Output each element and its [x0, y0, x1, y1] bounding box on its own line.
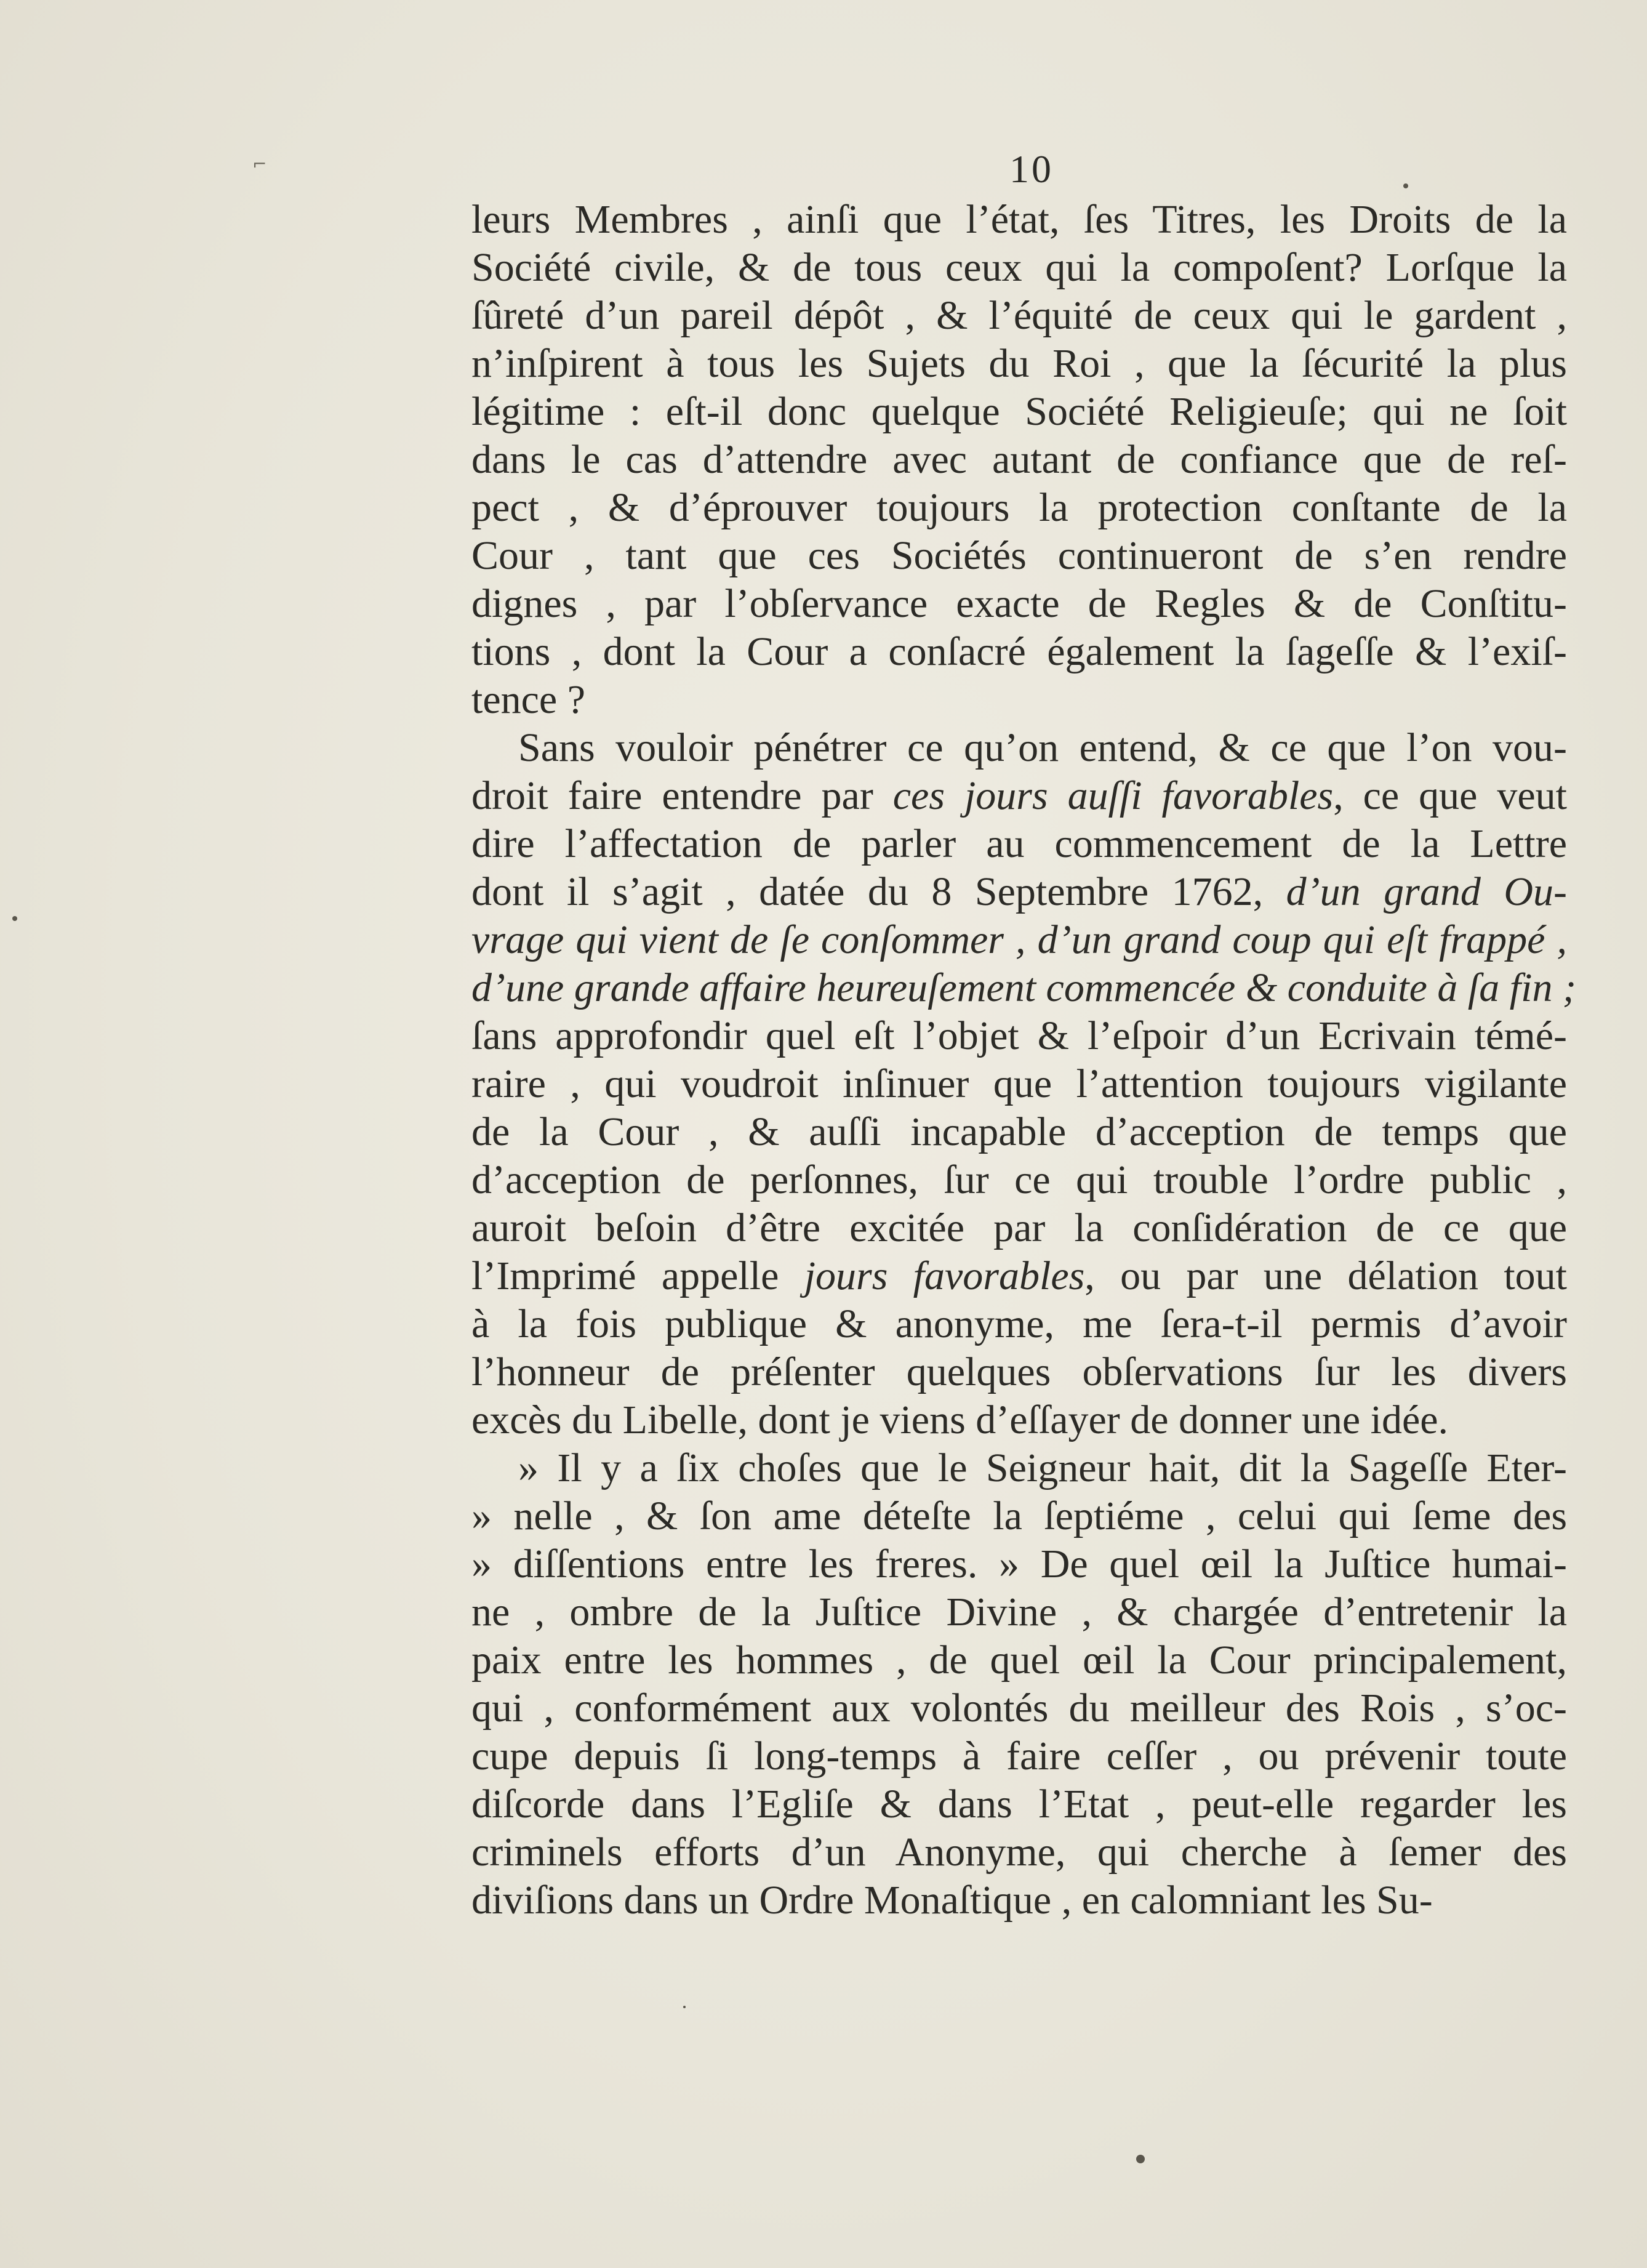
body-text	[471, 196, 1576, 1924]
text-line	[471, 1204, 1567, 1252]
paragraph	[471, 724, 1576, 1444]
italic-text: d’un grand Ou-	[1286, 869, 1567, 914]
text-segment: raire , qui voudroit inſinuer que l’attention toujours vigilante	[471, 1061, 1567, 1106]
text-segment: criminels efforts d’un Anonyme, qui cherche à ſemer des	[471, 1830, 1567, 1875]
text-segment: ſans approfondir quel eſt l’objet & l’eſpoir d’un Ecrivain témé-	[471, 1013, 1567, 1058]
text-segment: dignes , par l’obſervance exacte de Regles & de Conſtitu-	[471, 581, 1567, 626]
text-line	[471, 1348, 1567, 1396]
text-segment: , ce que veut	[1333, 773, 1568, 818]
text-line	[471, 1588, 1567, 1636]
text-segment: auroit beſoin d’être excitée par la conſidération de ce que	[471, 1205, 1567, 1250]
text-line	[471, 532, 1567, 580]
text-line	[471, 1444, 1567, 1492]
text-line	[471, 916, 1567, 964]
page-number: 10	[1009, 147, 1054, 191]
italic-text: jours favorables	[804, 1253, 1085, 1298]
text-line	[471, 1156, 1567, 1204]
text-line	[471, 964, 1576, 1012]
text-segment: » Il y a ſix choſes que le Seigneur hait, dit la Sageſſe Eter-	[518, 1446, 1567, 1490]
text-line	[471, 1780, 1567, 1828]
margin-mark-icon: ⌐	[252, 154, 267, 174]
text-line	[471, 244, 1567, 292]
text-segment: tions , dont la Cour a conſacré également la ſageſſe & l’exiſ-	[471, 629, 1567, 674]
text-segment: pect , & d’éprouver toujours la protection conſtante de la	[471, 485, 1567, 530]
text-segment: tence ?	[471, 677, 586, 722]
text-line	[471, 1492, 1567, 1540]
text-segment: légitime : eſt-il donc quelque Société Religieuſe; qui ne ſoit	[471, 389, 1567, 434]
text-segment: à la fois publique & anonyme, me ſera-t-il permis d’avoir	[471, 1301, 1567, 1346]
text-segment: dont il s’agit , datée du 8 Septembre 1762,	[471, 869, 1286, 914]
text-line	[471, 340, 1567, 388]
text-line	[471, 292, 1567, 340]
text-segment: d’acception de perſonnes, ſur ce qui trouble l’ordre public ,	[471, 1157, 1567, 1202]
text-line	[471, 1732, 1567, 1780]
text-segment: ne , ombre de la Juſtice Divine , & chargée d’entretenir la	[471, 1590, 1567, 1635]
text-line	[471, 1300, 1567, 1348]
paper-speck-icon	[1403, 183, 1408, 188]
text-segment: l’Imprimé appelle	[471, 1253, 804, 1298]
text-segment: ſûreté d’un pareil dépôt , & l’équité de ceux qui le gardent ,	[471, 293, 1567, 338]
italic-text: vrage qui vient de ſe conſommer , d’un grand coup qui eſt frappé ,	[471, 917, 1567, 962]
text-segment: n’inſpirent à tous les Sujets du Roi , que la ſécurité la plus	[471, 341, 1567, 386]
paragraph	[471, 196, 1567, 724]
text-segment: Cour , tant que ces Sociétés continueront de s’en rendre	[471, 533, 1567, 578]
text-segment: diſcorde dans l’Egliſe & dans l’Etat , peut-elle regarder les	[471, 1782, 1567, 1827]
italic-text: ces jours auſſi favorables	[892, 773, 1334, 818]
text-segment: , ou par une délation tout	[1084, 1253, 1567, 1298]
text-segment: » diſſentions entre les freres. » De quel œil la Juſtice humai-	[471, 1542, 1567, 1586]
text-segment: leurs Membres , ainſi que l’état, ſes Titres, les Droits de la	[471, 197, 1567, 242]
text-segment: dire l’affectation de parler au commencement de la Lettre	[471, 821, 1567, 866]
text-line	[471, 196, 1567, 244]
text-segment: cupe depuis ſi long-temps à faire ceſſer , ou prévenir toute	[471, 1734, 1567, 1779]
text-line	[471, 868, 1567, 916]
text-line	[471, 676, 1567, 724]
text-line	[471, 1540, 1567, 1588]
text-line	[471, 1396, 1567, 1444]
text-segment: l’honneur de préſenter quelques obſervations ſur les divers	[471, 1349, 1567, 1394]
text-line	[471, 1012, 1567, 1060]
text-line	[471, 772, 1567, 820]
text-segment: dans le cas d’attendre avec autant de confiance que de reſ-	[471, 437, 1567, 482]
text-line	[471, 484, 1567, 532]
text-line	[471, 1108, 1567, 1156]
text-line	[471, 1828, 1567, 1876]
text-line	[471, 1684, 1567, 1732]
paragraph	[471, 1444, 1567, 1924]
text-segment: qui , conformément aux volontés du meilleur des Rois , s’oc-	[471, 1686, 1567, 1731]
text-line	[471, 1060, 1567, 1108]
text-segment: de la Cour , & auſſi incapable d’acception de temps que	[471, 1109, 1567, 1154]
text-line	[471, 1636, 1567, 1684]
text-segment: droit faire entendre par	[471, 773, 893, 818]
paper-speck-icon	[1136, 2155, 1145, 2163]
text-segment: diviſions dans un Ordre Monaſtique , en calomniant les Su-	[471, 1878, 1433, 1923]
paper-speck-icon	[683, 2006, 686, 2008]
text-segment: paix entre les hommes , de quel œil la Cour principalement,	[471, 1638, 1567, 1683]
text-segment: Sans vouloir pénétrer ce qu’on entend, & ce que l’on vou-	[518, 725, 1567, 770]
text-segment: excès du Libelle, dont je viens d’eſſayer de donner une idée.	[471, 1397, 1449, 1442]
text-line	[471, 580, 1567, 628]
text-line	[471, 388, 1567, 436]
text-line	[471, 628, 1567, 676]
text-line	[471, 820, 1567, 868]
text-segment: Société civile, & de tous ceux qui la compoſent? Lorſque la	[471, 245, 1567, 290]
text-line	[471, 436, 1567, 484]
text-segment: » nelle , & ſon ame déteſte la ſeptiéme , celui qui ſeme des	[471, 1494, 1567, 1538]
paper-speck-icon	[12, 916, 17, 921]
text-line	[471, 724, 1567, 772]
text-line	[471, 1252, 1567, 1300]
text-line	[471, 1876, 1567, 1924]
italic-text: d’une grande affaire heureuſement commencée & conduite à ſa fin ;	[471, 965, 1576, 1010]
